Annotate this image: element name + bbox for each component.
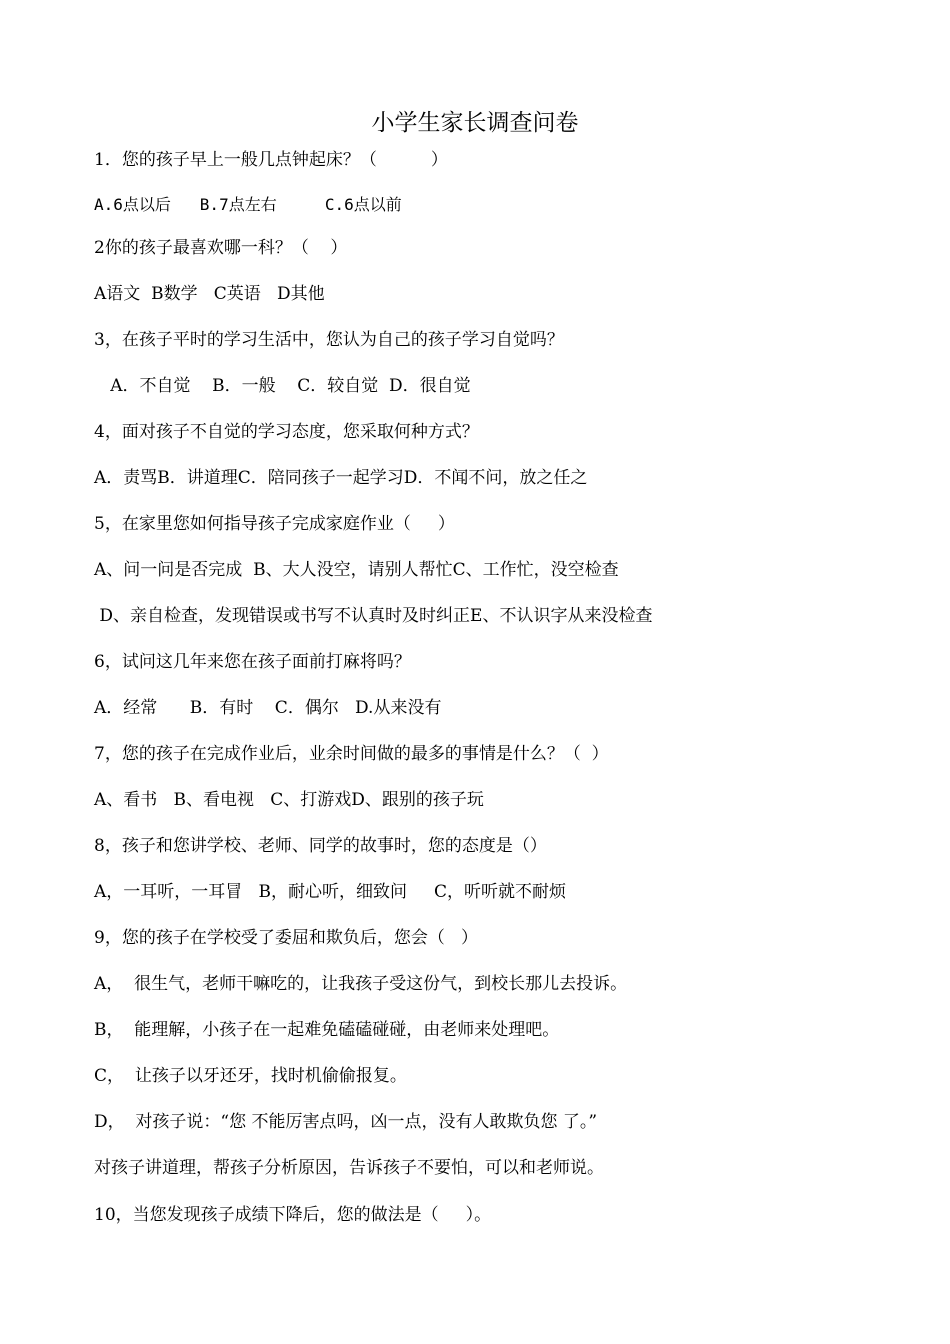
- question-9-option-e: 对孩子讲道理，帮孩子分析原因，告诉孩子不要怕，可以和老师说。: [94, 1158, 604, 1178]
- question-4-options: A．责骂B．讲道理C．陪同孩子一起学习D．不闻不问，放之任之: [94, 468, 588, 488]
- question-6-options: A．经常 B．有时 C．偶尔 D.从来没有: [94, 698, 442, 718]
- question-3: 3，在孩子平时的学习生活中，您认为自己的孩子学习自觉吗？: [94, 330, 564, 350]
- question-7: 7，您的孩子在完成作业后，业余时间做的最多的事情是什么？（ ）: [94, 744, 609, 764]
- question-10: 10，当您发现孩子成绩下降后，您的做法是（ ）。: [94, 1205, 492, 1225]
- question-9: 9，您的孩子在学校受了委屈和欺负后，您会（ ）: [94, 928, 479, 948]
- question-8-options: A，一耳听，一耳冒 B，耐心听，细致问 C，听听就不耐烦: [94, 882, 567, 902]
- question-9-option-a: A， 很生气，老师干嘛吃的，让我孩子受这份气，到校长那儿去投诉。: [94, 974, 628, 994]
- question-2: 2你的孩子最喜欢哪一科？（ ）: [94, 238, 348, 258]
- question-9-option-b: B， 能理解，小孩子在一起难免磕磕碰碰，由老师来处理吧。: [94, 1020, 560, 1040]
- question-9-option-d: D， 对孩子说：“您 不能厉害点吗，凶一点，没有人敢欺负您 了。”: [94, 1112, 598, 1132]
- question-5-options-a: A、问一问是否完成 B、大人没空，请别人帮忙C、工作忙，没空检查: [94, 560, 619, 580]
- question-1: 1．您的孩子早上一般几点钟起床？（ ）: [94, 150, 448, 170]
- question-5-options-b: D、亲自检查，发现错误或书写不认真时及时纠正E、不认识字从来没检查: [94, 606, 653, 626]
- question-2-options: A语文 B数学 C英语 D其他: [94, 284, 325, 304]
- question-3-options: A．不自觉 B．一般 C．较自觉 D．很自觉: [94, 376, 471, 396]
- question-8: 8，孩子和您讲学校、老师、同学的故事时，您的态度是（）: [94, 836, 547, 856]
- question-4: 4，面对孩子不自觉的学习态度，您采取何种方式？: [94, 422, 479, 442]
- question-6: 6，试问这几年来您在孩子面前打麻将吗？: [94, 652, 411, 672]
- question-7-options: A、看书 B、看电视 C、打游戏D、跟别的孩子玩: [94, 790, 484, 810]
- question-1-options: A.6点以后 B.7点左右 C.6点以前: [94, 195, 402, 214]
- question-5: 5，在家里您如何指导孩子完成家庭作业（ ）: [94, 514, 455, 534]
- page-title: 小学生家长调查问卷: [371, 110, 579, 136]
- question-9-option-c: C， 让孩子以牙还牙，找时机偷偷报复。: [94, 1066, 407, 1086]
